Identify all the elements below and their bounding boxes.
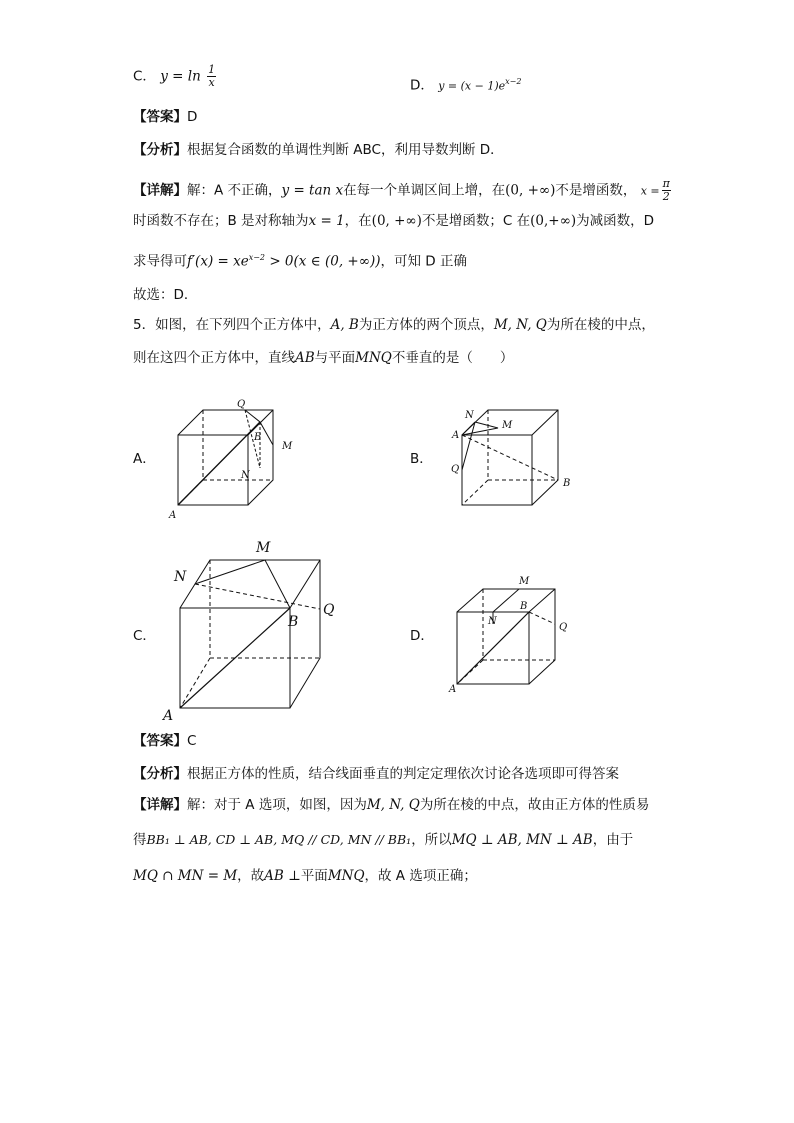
math-expr: y = (x − 1)e (438, 79, 506, 93)
math-expr: y = ln (160, 68, 201, 85)
point-label-b: B (254, 432, 262, 443)
cube-figure-d (445, 572, 585, 694)
math-expr: M, N, Q (493, 317, 547, 333)
answer (133, 732, 196, 750)
option-d-prev (410, 73, 521, 96)
answer-value: C (187, 733, 197, 749)
detail-tag: 【详解】 (133, 182, 187, 199)
point-label-m: M (502, 420, 513, 431)
point-label-m: M (256, 540, 271, 556)
text: 解：A 不正确， (187, 182, 282, 199)
text: 得 (133, 832, 147, 848)
text: 5．如图，在下列四个正方体中， (133, 317, 331, 333)
cube-figure-b (448, 400, 588, 510)
math-expr: A, B (330, 317, 359, 333)
math-expr: MNQ (355, 350, 392, 366)
option-label: D． (410, 77, 434, 94)
point-label-n: N (488, 616, 497, 627)
cube-figure-c (160, 538, 350, 723)
point-label-n: N (465, 410, 474, 421)
analysis-tag: 【分析】 (133, 766, 187, 782)
math-expr: MQ ⊥ AB, MN ⊥ AB (451, 832, 593, 848)
detail-line2 (133, 831, 633, 849)
text: 求导得可 (133, 253, 187, 270)
frac-den: x (208, 76, 215, 89)
detail-prev-line4 (133, 286, 197, 304)
cube-figure-a (165, 390, 305, 525)
figure-d-label: D． (410, 628, 434, 644)
detail-prev-line1 (133, 178, 673, 203)
point-label-a: A (452, 430, 460, 441)
text: 则在这四个正方体中，直线 (133, 350, 295, 366)
point-label-a: A (169, 510, 177, 521)
figure-c-label: C． (133, 628, 156, 644)
point-label-q: Q (559, 622, 568, 633)
math-expr: f′(x) = xe (187, 253, 249, 270)
answer-prev (133, 108, 197, 126)
text: 为所在棱的中点， (546, 317, 655, 333)
detail-prev-line2 (133, 212, 654, 230)
point-label-q: Q (237, 399, 246, 410)
text: 为正方体的两个顶点， (358, 317, 494, 333)
math-expr: x = (640, 184, 660, 198)
point-label-b: B (288, 614, 299, 630)
detail-line1 (133, 796, 649, 814)
analysis-text: 根据正方体的性质，结合线面垂直的判定定理依次讨论各选项即可得答案 (187, 766, 619, 782)
text: 不垂直的是（ ） (391, 350, 514, 366)
point-label-a: A (163, 708, 174, 723)
text: 为所在棱的中点，故由正方体的性质易 (419, 797, 650, 813)
math-expr: (0, +∞) (371, 213, 422, 229)
text: 在每一个单调区间上增，在 (343, 182, 506, 199)
math-expr: AB (295, 350, 315, 366)
text: ，可知 D 正确 (380, 253, 467, 270)
math-expr: MNQ (327, 868, 365, 884)
analysis-text: 根据复合函数的单调性判断 ABC，利用导数判断 D． (187, 142, 504, 158)
detail-prev-line3 (133, 249, 467, 271)
text: ，在 (344, 213, 372, 229)
text: 时函数不存在；B 是对称轴为 (133, 213, 309, 229)
analysis-prev (133, 141, 504, 159)
frac-num: 1 (208, 63, 216, 76)
point-label-q: Q (323, 602, 335, 618)
detail-tag: 【详解】 (133, 797, 187, 813)
text: 不是增函数， (555, 182, 637, 199)
math-expr: x = 1 (308, 213, 345, 229)
math-expr: (0, +∞) (505, 182, 556, 199)
point-label-n: N (174, 569, 187, 585)
text: 解：对于 A 选项，如图，因为 (187, 797, 367, 813)
text: 与平面 (314, 350, 356, 366)
point-label-n: N (241, 470, 250, 481)
math-expr: y = tan x (281, 182, 344, 199)
math-exp: x−2 (505, 77, 522, 86)
point-label-a: A (449, 684, 457, 694)
question-line1 (133, 316, 655, 334)
point-label-b: B (563, 478, 571, 489)
answer-tag: 【答案】 (133, 109, 187, 125)
option-label: C． (133, 68, 156, 85)
text: 平面 (300, 868, 328, 884)
text: ，故 (237, 868, 265, 884)
math-exp: x−2 (248, 253, 266, 262)
figure-b-label: B． (410, 451, 433, 467)
text: 故选：D． (133, 287, 198, 303)
option-c-prev (133, 64, 218, 89)
text: ，所以 (411, 832, 452, 848)
point-label-b: B (520, 601, 528, 612)
figure-a-label: A． (133, 451, 156, 467)
analysis (133, 765, 619, 783)
frac-den: 2 (662, 190, 670, 203)
text: ，由于 (592, 832, 634, 848)
math-expr: BB₁ ⊥ AB, CD ⊥ AB, MQ // CD, MN // BB₁ (146, 832, 412, 847)
answer-value: D (187, 109, 198, 125)
fraction (207, 64, 216, 89)
analysis-tag: 【分析】 (133, 142, 187, 158)
question-line2 (133, 349, 513, 367)
point-label-q: Q (451, 464, 460, 475)
text: 为减函数，D (576, 213, 655, 229)
math-expr: (0,+∞) (530, 213, 577, 229)
fraction (662, 178, 671, 203)
point-label-m: M (519, 576, 530, 587)
frac-num: π (662, 177, 670, 190)
math-expr: MQ ∩ MN = M (133, 868, 238, 884)
detail-line3 (133, 867, 477, 885)
text: 不是增函数；C 在 (421, 213, 531, 229)
point-label-m: M (282, 441, 293, 452)
answer-tag: 【答案】 (133, 733, 187, 749)
math-expr: AB ⊥ (264, 868, 301, 884)
text: ，故 A 选项正确； (364, 868, 477, 884)
math-expr: M, N, Q (366, 797, 420, 813)
math-expr: > 0(x ∈ (0, +∞)) (265, 253, 381, 270)
